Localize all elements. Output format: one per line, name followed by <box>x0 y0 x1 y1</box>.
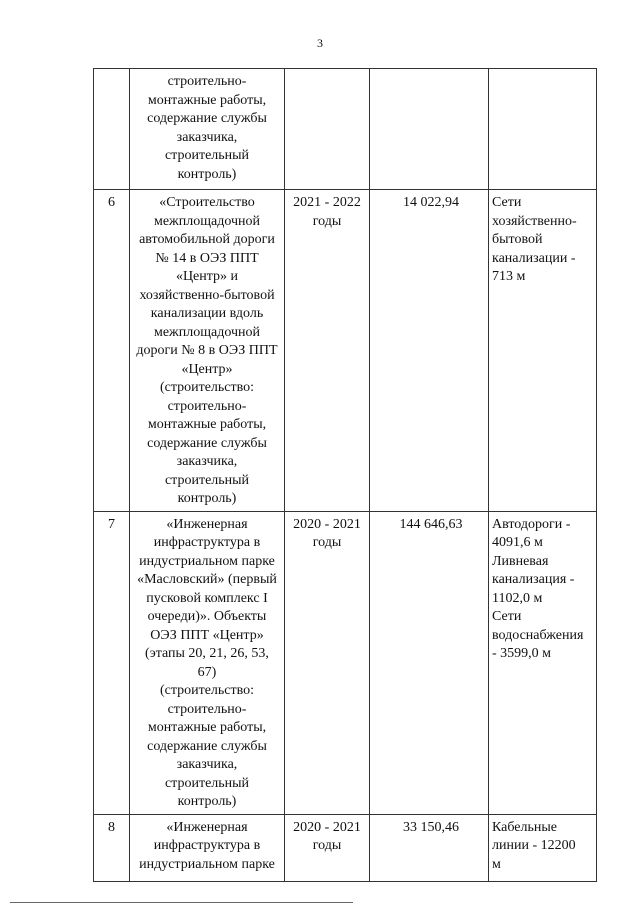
project-years <box>285 190 370 512</box>
project-years-text <box>285 69 369 75</box>
row-number: 7 <box>94 511 130 814</box>
project-description <box>130 190 285 512</box>
project-years-text: 2020 - 2021 годы <box>293 819 361 853</box>
project-description <box>130 814 285 881</box>
project-description <box>130 69 285 190</box>
project-description-text: «Инженерная инфраструктура в индустриальном парке «Масловский» (первый пусковой комплекс I очереди)». Объекты ОЭЗ ППТ «Центр» (этапы 20, 21, 26, 53, 67) (строительство: строительно- монтажные работы, содержание службы заказчика, строительный контроль) <box>137 516 277 809</box>
page-number: 3 <box>317 36 323 50</box>
table-row <box>94 814 597 881</box>
project-cost-text <box>370 69 488 75</box>
project-years <box>285 69 370 190</box>
project-result <box>489 190 597 512</box>
project-years-text: 2020 - 2021 годы <box>293 516 361 550</box>
table-row <box>94 511 597 814</box>
project-cost-text: 144 646,63 <box>399 516 463 532</box>
project-cost <box>370 69 489 190</box>
project-result-text: Сети хозяйственно- бытовой канализации - 713 м <box>492 195 577 284</box>
project-result <box>489 511 597 814</box>
project-cost <box>370 190 489 512</box>
project-description <box>130 511 285 814</box>
table-row <box>94 190 597 512</box>
projects-table <box>93 68 597 882</box>
table-row <box>94 69 597 190</box>
project-cost-text: 14 022,94 <box>403 195 459 210</box>
project-description-text: «Инженерная инфраструктура в индустриальном парке <box>139 819 275 872</box>
project-result <box>489 69 597 190</box>
project-result-text: Кабельные линии - 12200 м <box>492 819 576 872</box>
row-number <box>94 69 130 190</box>
project-result-text <box>492 69 596 75</box>
project-cost <box>370 814 489 881</box>
row-number: 8 <box>94 814 130 881</box>
project-years <box>285 814 370 881</box>
project-result <box>489 814 597 881</box>
project-cost-text: 33 150,46 <box>403 819 459 835</box>
row-number: 6 <box>94 190 130 512</box>
project-description-text: «Строительство межплощадочной автомобильной дороги № 14 в ОЭЗ ППТ «Центр» и хозяйственно-бытовой канализации вдоль межплощадочной дороги № 8 в ОЭЗ ППТ «Центр» (строительство: строительно- монтажные работы, содержание службы заказчика, строительный контроль) <box>136 195 278 506</box>
project-cost <box>370 511 489 814</box>
footer-divider <box>10 902 353 903</box>
project-years-text: 2021 - 2022 годы <box>293 195 361 229</box>
project-result-text: Автодороги - 4091,6 м Ливневая канализация - 1102,0 м Сети водоснабжения - 3599,0 м <box>492 516 584 661</box>
project-years <box>285 511 370 814</box>
project-description-text: строительно- монтажные работы, содержание службы заказчика, строительный контроль) <box>147 74 267 182</box>
